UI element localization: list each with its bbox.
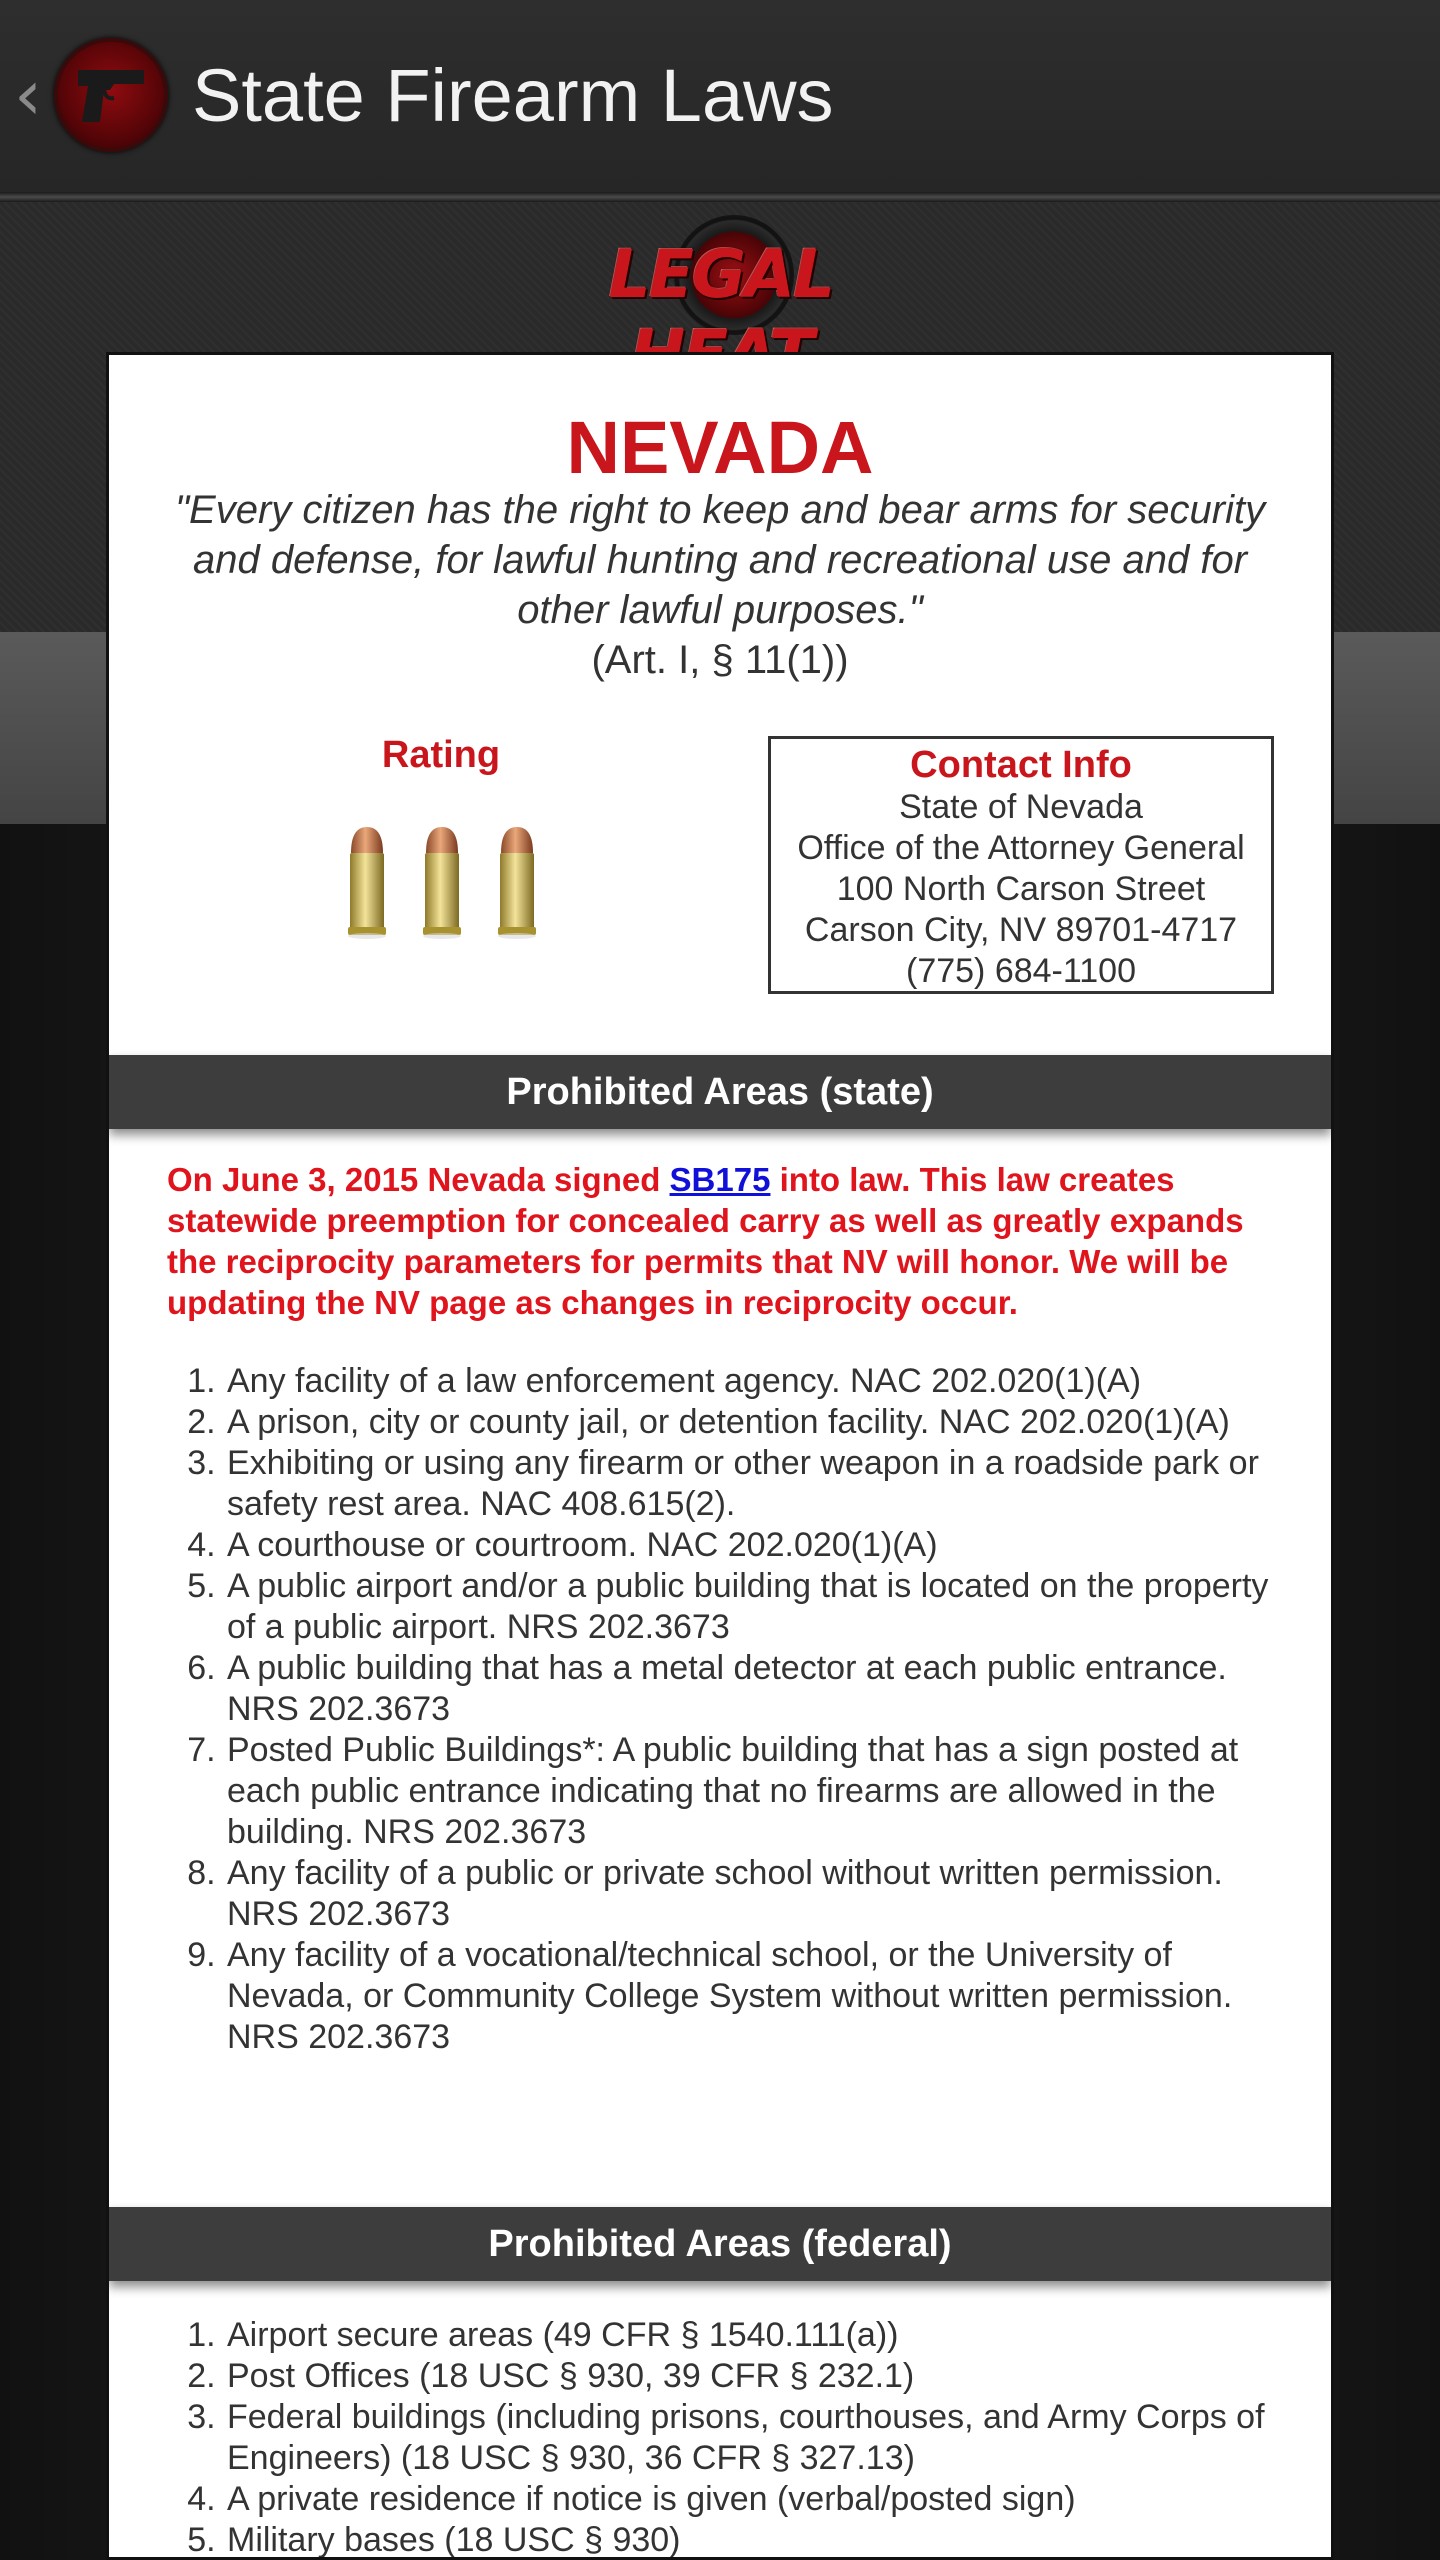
list-item: 1. Airport secure areas (49 CFR § 1540.111(a)) [225, 2315, 1297, 2356]
back-chevron-icon[interactable]: ‹ [14, 54, 42, 136]
list-item: 8. Any facility of a public or private school without written permission. NRS 202.3673 [225, 1853, 1297, 1935]
constitution-quote: "Every citizen has the right to keep and bear arms for security and defense, for lawful hunting and recreational use and for other lawful purposes." [174, 488, 1266, 632]
state-law-card[interactable] [106, 352, 1334, 2560]
list-item: 5. A public airport and/or a public building that is located on the property of a public airport. NRS 202.3673 [225, 1566, 1297, 1648]
list-item: 2. A prison, city or county jail, or detention facility. NAC 202.020(1)(A) [225, 1402, 1297, 1443]
list-item: 3. Exhibiting or using any firearm or other weapon in a roadside park or safety rest area. NAC 408.615(2). [225, 1443, 1297, 1525]
action-bar [0, 0, 1440, 192]
list-item: 1. Any facility of a law enforcement agency. NAC 202.020(1)(A) [225, 1361, 1297, 1402]
list-item: 3. Federal buildings (including prisons, courthouses, and Army Corps of Engineers) (18 USC § 930, 36 CFR § 327.13) [225, 2397, 1297, 2479]
rating-label: Rating [381, 734, 501, 776]
app-title: State Firearm Laws [192, 54, 834, 137]
pistol-icon [74, 64, 148, 126]
list-item: 7. Posted Public Buildings*: A public building that has a sign posted at each public entrance indicating that no firearms are allowed in the building. NRS 202.3673 [225, 1730, 1297, 1853]
contact-line: Office of the Attorney General [797, 829, 1245, 867]
list-item: 9. Any facility of a vocational/technical school, or the University of Nevada, or Community College System without written permission. NRS 202.3673 [225, 1935, 1297, 2058]
sb175-link[interactable]: SB175 [669, 1161, 771, 1198]
list-item: 2. Post Offices (18 USC § 930, 39 CFR § 232.1) [225, 2356, 1297, 2397]
contact-info-box [768, 736, 1274, 994]
contact-line: State of Nevada [899, 788, 1143, 826]
logo-wordmark: LEGAL [608, 236, 834, 313]
contact-title: Contact Info [910, 744, 1132, 786]
constitution-citation: (Art. I, § 11(1)) [591, 638, 849, 682]
list-item: 4. A courthouse or courtroom. NAC 202.020(1)(A) [225, 1525, 1297, 1566]
federal-section-header: Prohibited Areas (federal) [109, 2207, 1331, 2281]
list-item: 6. A public building that has a metal detector at each public entrance. NRS 202.3673 [225, 1648, 1297, 1730]
action-bar-divider [0, 192, 1440, 202]
bullet-icon [420, 823, 464, 939]
list-item: 4. A private residence if notice is given (verbal/posted sign) [225, 2479, 1297, 2520]
bullet-icon [345, 823, 389, 939]
legal-heat-logo [556, 205, 886, 345]
list-item: 5. Military bases (18 USC § 930) [225, 2520, 1297, 2560]
state-prohibited-list [167, 1361, 1297, 2058]
federal-prohibited-list [167, 2315, 1297, 2560]
state-section-header: Prohibited Areas (state) [109, 1055, 1331, 1129]
app-pistol-icon[interactable] [54, 38, 168, 152]
rating-bullets [345, 823, 545, 943]
contact-phone[interactable]: (775) 684-1100 [906, 952, 1136, 990]
bullet-icon [495, 823, 539, 939]
state-name: NEVADA [566, 406, 874, 489]
contact-line: Carson City, NV 89701-4717 [804, 911, 1238, 949]
notice-text-after: into law. This law creates statewide preemption for concealed carry as well as greatly expands the reciprocity parameters for permits that NV will honor. We will be updating the NV page as changes in reciprocity occur. [167, 1161, 1244, 1321]
notice-text-before: On June 3, 2015 Nevada signed [167, 1161, 670, 1198]
contact-line: 100 North Carson Street [836, 870, 1206, 908]
sb175-notice [167, 1159, 1297, 1323]
